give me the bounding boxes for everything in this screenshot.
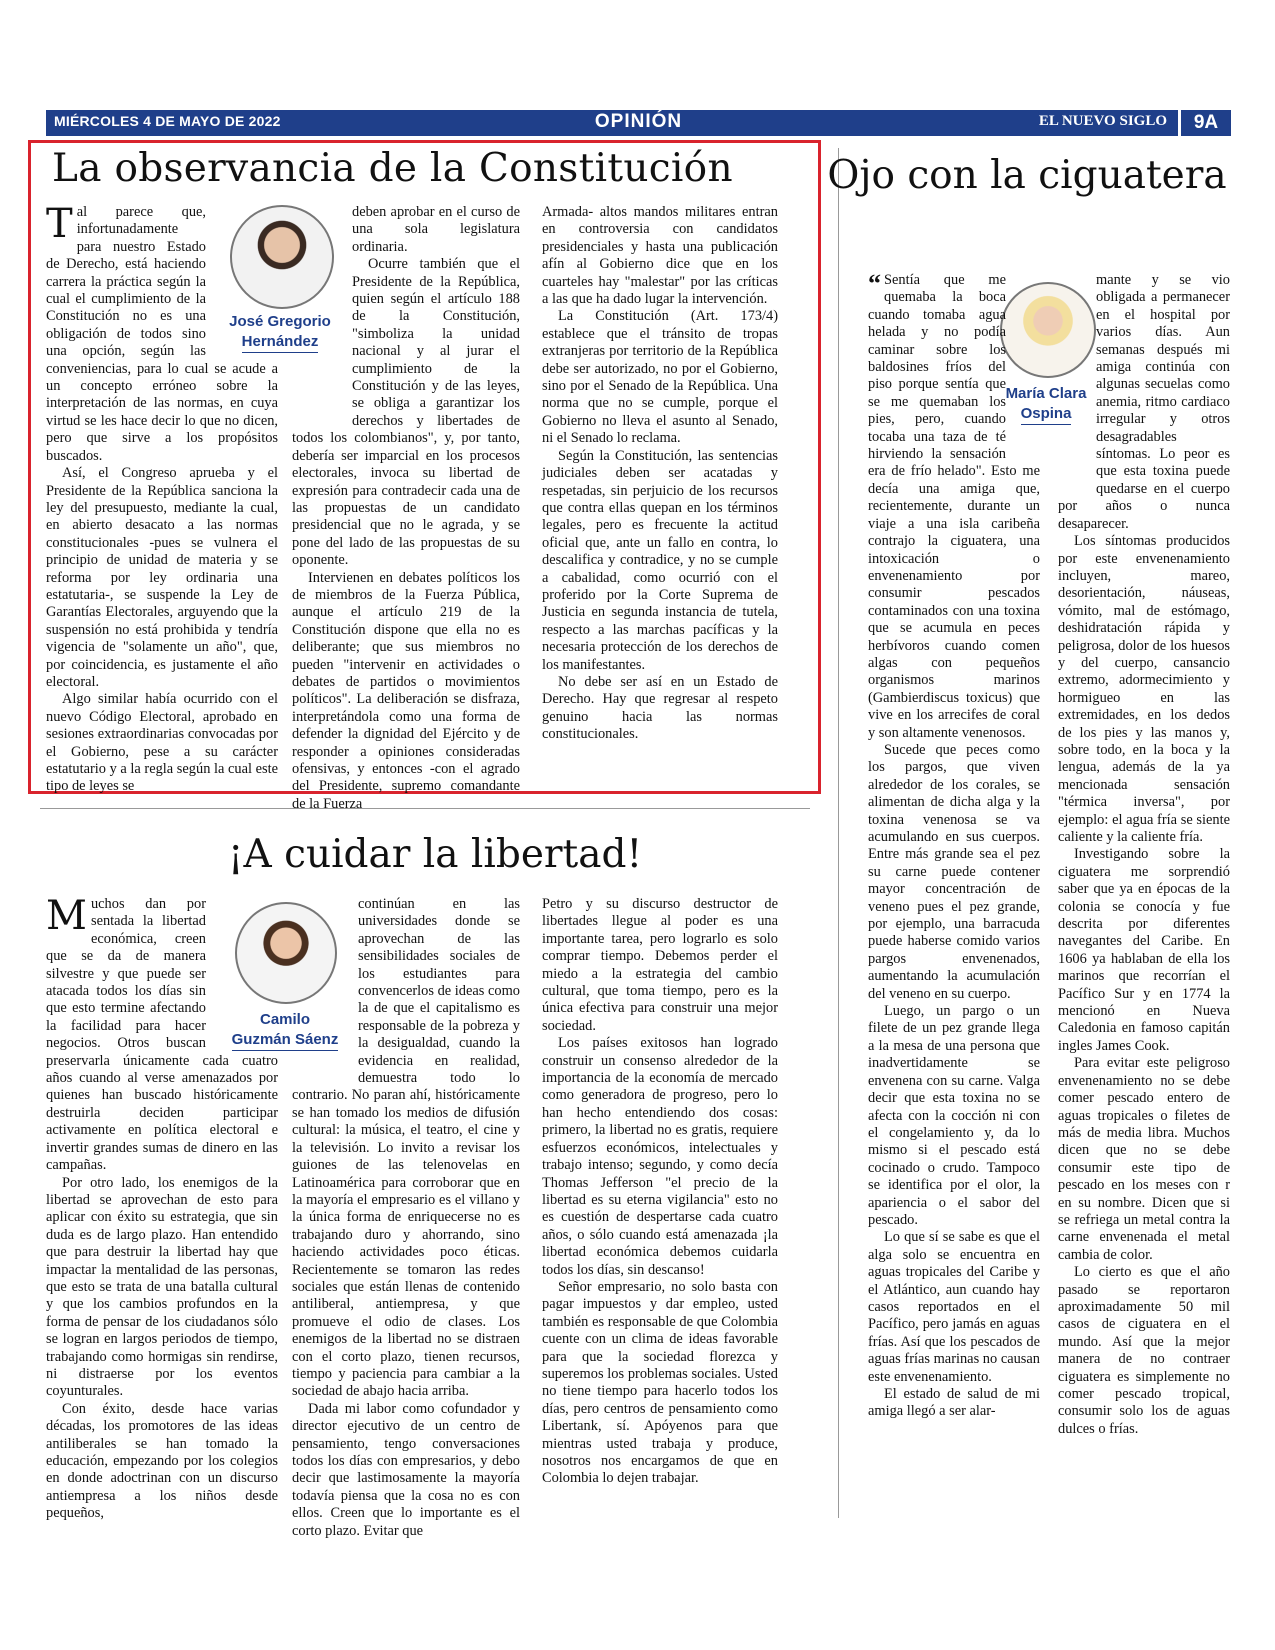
author-first-name: José Gregorio (229, 313, 331, 330)
header-bar (46, 110, 1231, 136)
paragraph: Tal parece que, infortunadamente para nuestro Estado de Derecho, está haciendo carrera la práctica según la cual el cumplimiento de la Constitución no es una obligación de todos sino una opción, según las conveniencias, para lo cual se acude a un concepto erróneo sobre la interpretación de las normas, en cuya virtud se les hace decir lo que no dicen, pero que sirve a los propósitos buscados. (46, 201, 278, 464)
paragraph: Investigando sobre la ciguatera me sorprendió saber que ya en épocas de la colonia se conocía y fue descrita por diferentes navegantes del Caribe. En 1606 ya hablaban de ella los marinos que recorrían el Pacífico Sur y en 1774 la mencionó en Nueva Caledonia en famoso capitán ingles James Cook. (1058, 846, 1230, 1054)
paragraph: Dada mi labor como cofundador y director ejecutivo de un centro de pensamiento, tengo conversaciones todos los días con empresarios, y debo decir que lastimosamente la mayoría todavía piensa que la cosa no es con ellos. Creen que lo importante es el corto plazo. Evitar que (292, 1400, 520, 1539)
article-1-column-2 (292, 204, 520, 812)
paragraph: Petro y su discurso destructor de libertades llegue al poder es una importante tarea, pero lograrlo es solo comprar tiempo. Debemos perder el miedo a la estrategia del cambio cultural, que toma tiempo, pero es la única efectiva para construir una mejor sociedad. (542, 896, 778, 1034)
section-name: OPINIÓN (594, 111, 683, 132)
paragraph: “ Sentía que me quemaba la boca cuando tomaba agua helada y no podía caminar sobre los baldosines fríos del piso porque sentía que se me quemaban los pies, pero, cuando tocaba una taza de té hirviendo la sensación era de frío helado". Esto me decía una amiga que, recientemente, durante un viaje a una isla caribeña contrajo la ciguatera, una intoxicación o envenenamiento por consumir pescados contaminados con una toxina que se acumula en peces herbívoros cuando comen algas con pequeños organismos marinos (Gambierdiscus toxicus) que vive en los arrecifes de coral y son altamente venenosos. (868, 269, 1040, 741)
article-1-column-1 (46, 201, 278, 795)
paragraph: deben aprobar en el curso de una sola legislatura ordinaria. (352, 204, 520, 255)
quote-mark: “ (868, 269, 881, 298)
paragraph: Ocurre también que el Presidente de la República, quien según el artículo 188 de la Constitución, "simboliza la unidad nacional y al jurar el cumplimiento de la Constitución y de las leyes, se obliga a garantizar los derechos y libertades de todos los colombianos", y, por tanto, debería ser imparcial en los procesos electorales, invoca su libertad de expresión para contradecir cada una de las propuestas de un candidato presidencial que no le agrada, y se pone del lado de las propuestas de su oponente. (292, 256, 520, 569)
paragraph: Lo que sí se sabe es que el alga solo se encuentra en aguas tropicales del Caribe y el Atlántico, aun cuando hay casos reportados en el Pacífico, pero jamás en aguas frías. Así que los pescados de aguas frías marinas no causan este envenenamiento. (868, 1229, 1040, 1385)
paragraph: Los países exitosos han logrado construir un consenso alrededor de la importancia de la economía de mercado como generadora de progreso, pero lo han hecho entendiendo dos cosas: primero, la libertad no es gratis, requiere esfuerzos económicos, intelectuales y trabajo intenso; segundo, y como decía Thomas Jefferson "el precio de la libertad es su eterna vigilancia" esto no es cuestión de despertarse cada cuatro años, o sólo cuando está amenazada ¡la libertad económica debemos cuidarla todos los días, sin descanso! (542, 1035, 778, 1278)
paragraph: Algo similar había ocurrido con el nuevo Código Electoral, aprobado en sesiones extraordinarias convocadas por el Gobierno, pese a su carácter estatutario y a la regla según la cual este tipo de leyes se (46, 691, 278, 795)
paragraph: Intervienen en debates políticos los de miembros de la Fuerza Pública, aunque el artículo 219 de la Constitución dispone que ella no es deliberante; que sus miembros no pueden "intervenir en actividades o debates de partidos o movimientos políticos". La deliberación se disfraza, interpretándola como una forma de defender la dignidad del Ejército y de responder a opiniones consideradas ofensivas, y entonces -con el agrado del Presidente, supremo comandante de la Fuerza (292, 569, 520, 812)
paragraph: El estado de salud de mi amiga llegó a ser alar- (868, 1386, 1040, 1420)
article-1-title: La observancia de la Constitución (52, 146, 733, 191)
author-first-name: María Clara (1005, 385, 1087, 402)
paragraph: mante y se vio obligada a permanecer en el hospital por varios días. Aun semanas después mi amiga continúa con algunas secuelas como anemia, ritmo cardiaco irregular y otros desagradables síntomas. Lo peor es que esta toxina puede quedarse en el cuerpo por años o nunca desaparecer. (1058, 272, 1230, 532)
article-2-column-1 (868, 269, 1040, 1518)
article-1-column-3 (542, 204, 778, 778)
article-3-column-2 (292, 896, 520, 1539)
paragraph: continúan en las universidades donde se aprovechan de las sensibilidades sociales de los estudiantes para convencerlos de ideas como la de que el capitalismo es responsable de la pobreza y la desigualdad, cuando la evidencia en realidad, demuestra todo lo contrario. No paran ahí, históricamente se han tomado los medios de difusión cultural: la música, el teatro, el cine y la televisión. Lo invito a revisar los guiones de las telenovelas en Latinoamérica para corroborar que en la mayoría el empresario es el villano y la única forma de enriquecerse no es trabajando duro y ahorrando, sino haciendo actividades poco éticas. Recientemente se tomaron las redes sociales que están llenas de contenido antiliberal, antiempresa, y que promueve el odio de clases. Los enemigos de la libertad no se distraen con el corto plazo, tienen recursos, tiempo y paciencia para cambiar a la sociedad de abajo hacia arriba. (292, 896, 520, 1400)
paragraph: Los síntomas producidos por este envenenamiento incluyen, mareo, desorientación, náuseas, vómito, mal de estómago, deshidratación rápida y peligrosa, dolor de los huesos y del cuerpo, cansancio extremo, adormecimiento y hormigueo en las extremidades, en los dedos de los pies y las manos y, sobre todo, en la boca y la lengua, además de la ya mencionada sensación "térmica inversa", por ejemplo: el agua fría se siente caliente y la caliente fría. (1058, 533, 1230, 845)
author-last-name: Ospina (1021, 404, 1072, 425)
paragraph: Armada- altos mandos militares entran en controversia con candidatos presidenciales y hasta una publicación afín al Gobierno dice que en los cuarteles hay "malestar" por las críticas a las que ha dado lugar la intervención. (542, 204, 778, 308)
article-3-column-3 (542, 896, 778, 1518)
article-3-column-1 (46, 893, 278, 1522)
drop-cap: T (46, 201, 73, 247)
page-number: 9A (1178, 110, 1231, 136)
author-last-name: Hernández (242, 332, 319, 353)
article-3-title: ¡A cuidar la libertad! (227, 832, 643, 877)
paragraph: Según la Constitución, las sentencias judiciales deben ser acatadas y respetadas, sin perjuicio de los recursos que contra ellas quepan en los términos legales, pero es frecuente la actitud oficial que, ante un fallo en contra, lo descalifica y contradice, y no se cumple a cabalidad, como ocurrió con el proferido por la Corte Suprema de Justicia en segunda instancia de tutela, respecto a las marchas pacíficas y la necesaria protección de los derechos de los manifestantes. (542, 447, 778, 673)
paragraph: Por otro lado, los enemigos de la libertad se aprovechan de esto para aplicar con éxito su estrategia, que sin duda es de largo plazo. Han entendido que para destruir la libertad hay que impactar la mentalidad de las personas, que esto se trata de una batalla cultural y que los cambios profundos en la forma de pensar de los ciudadanos sólo se logran en largos periodos de tiempo, trabajando como hormigas sin rendirse, ni distraerse por los eventos coyunturales. (46, 1174, 278, 1400)
newspaper-brand: EL NUEVO SIGLO (1038, 113, 1167, 129)
paragraph: Sucede que peces como los pargos, que viven alrededor de los corales, se alimentan de dicha alga y la toxina venenosa se va acumulando en sus cuerpos. Entre más grande sea el pez su carne puede contener mayor concentración de veneno pues el pez grande, por ejemplo, una barracuda puede haberse comido varios pargos envenenados, aumentando la acumulación del veneno en su cuerpo. (868, 741, 1040, 1002)
author-first-name: Camilo (259, 1011, 310, 1028)
paragraph: Así, el Congreso aprueba y el Presidente de la República sanciona la ley del presupuesto, mediante la cual, en abierto desacato a las normas constitucionales -pues se vulnera el principio de unidad de materia y se reforma por ley ordinaria una estatutaria-, se suspende la Ley de Garantías Electorales, arguyendo que la suspensión no está prohibida y tendría vigencia de "solamente un año", que, por coincidencia, es justamente el año electoral. (46, 465, 278, 690)
author-last-name: Guzmán Sáenz (232, 1030, 339, 1051)
article-2-title: Ojo con la ciguatera (827, 153, 1227, 198)
drop-cap: M (46, 893, 87, 939)
column-divider (838, 148, 839, 1518)
paragraph: Luego, un pargo o un filete de un pez grande llega a la mesa de una persona que inadvertidamente se envenena con su carne. Valga decir que esta toxina no se afecta con la cocción ni con el congelamiento y, da lo mismo si el pescado está cocinado o crudo. Tampoco se identifica por el olor, la apariencia o el sabor del pescado. (868, 1003, 1040, 1228)
paragraph: Señor empresario, no solo basta con pagar impuestos y dar empleo, usted también es responsable de que Colombia cuente con un clima de ideas favorable para que la sociedad florezca y superemos los problemas sociales. Usted no tiene tiempo para hacerlo todos los días, pero centros de pensamiento como Libertank, sí. Apóyenos para que mientras usted trabaja y produce, nosotros nos encargamos de que en Colombia lo dejen trabajar. (542, 1278, 778, 1487)
issue-date: MIÉRCOLES 4 DE MAYO DE 2022 (54, 113, 281, 129)
paragraph: Muchos dan por sentada la libertad económica, creen que se da de manera silvestre y que puede ser atacada todos los días sin que esto termine afectando la facilidad para hacer negocios. Otros buscan preservarla únicamente cada cuatro años cuando al verse amenazados por quienes han buscado históricamente destruirla deciden participar activamente en política electoral e invertir grandes sumas de dinero en las campañas. (46, 893, 278, 1174)
paragraph: Lo cierto es que el año pasado se reportaron aproximadamente 50 mil casos de ciguatera en el mundo. Así que la mejor manera de no contraer ciguatera es simplemente no comer pescado tropical, consumir solo los de aguas dulces o frías. (1058, 1264, 1230, 1437)
article-2-column-2 (1058, 272, 1230, 1518)
paragraph: Con éxito, desde hace varias décadas, los promotores de las ideas antiliberales se han tomado la educación, empezando por los colegios en donde adoctrinan con un discurso antiempresa a los niños desde pequeños, (46, 1400, 278, 1522)
paragraph: La Constitución (Art. 173/4) establece que el tránsito de tropas extranjeras por territorio de la República debe ser autorizado, no por el Gobierno, sino por el Senado de la República. Una norma que no se cumple, porque el Gobierno no lleva el asunto al Senado, ni el Senado lo reclama. (542, 308, 778, 447)
paragraph: Para evitar este peligroso envenenamiento no se debe comer pescado entero de aguas tropicales o filetes de más de media libra. Muchos dicen que no se debe consumir este tipo de pescado en los meses con r en su nombre. Dicen que si se refriega un metal contra la carne envenenada el metal cambia de color. (1058, 1055, 1230, 1263)
paragraph: No debe ser así en un Estado de Derecho. Hay que regresar al respeto genuino hacia las normas constitucionales. (542, 673, 778, 743)
